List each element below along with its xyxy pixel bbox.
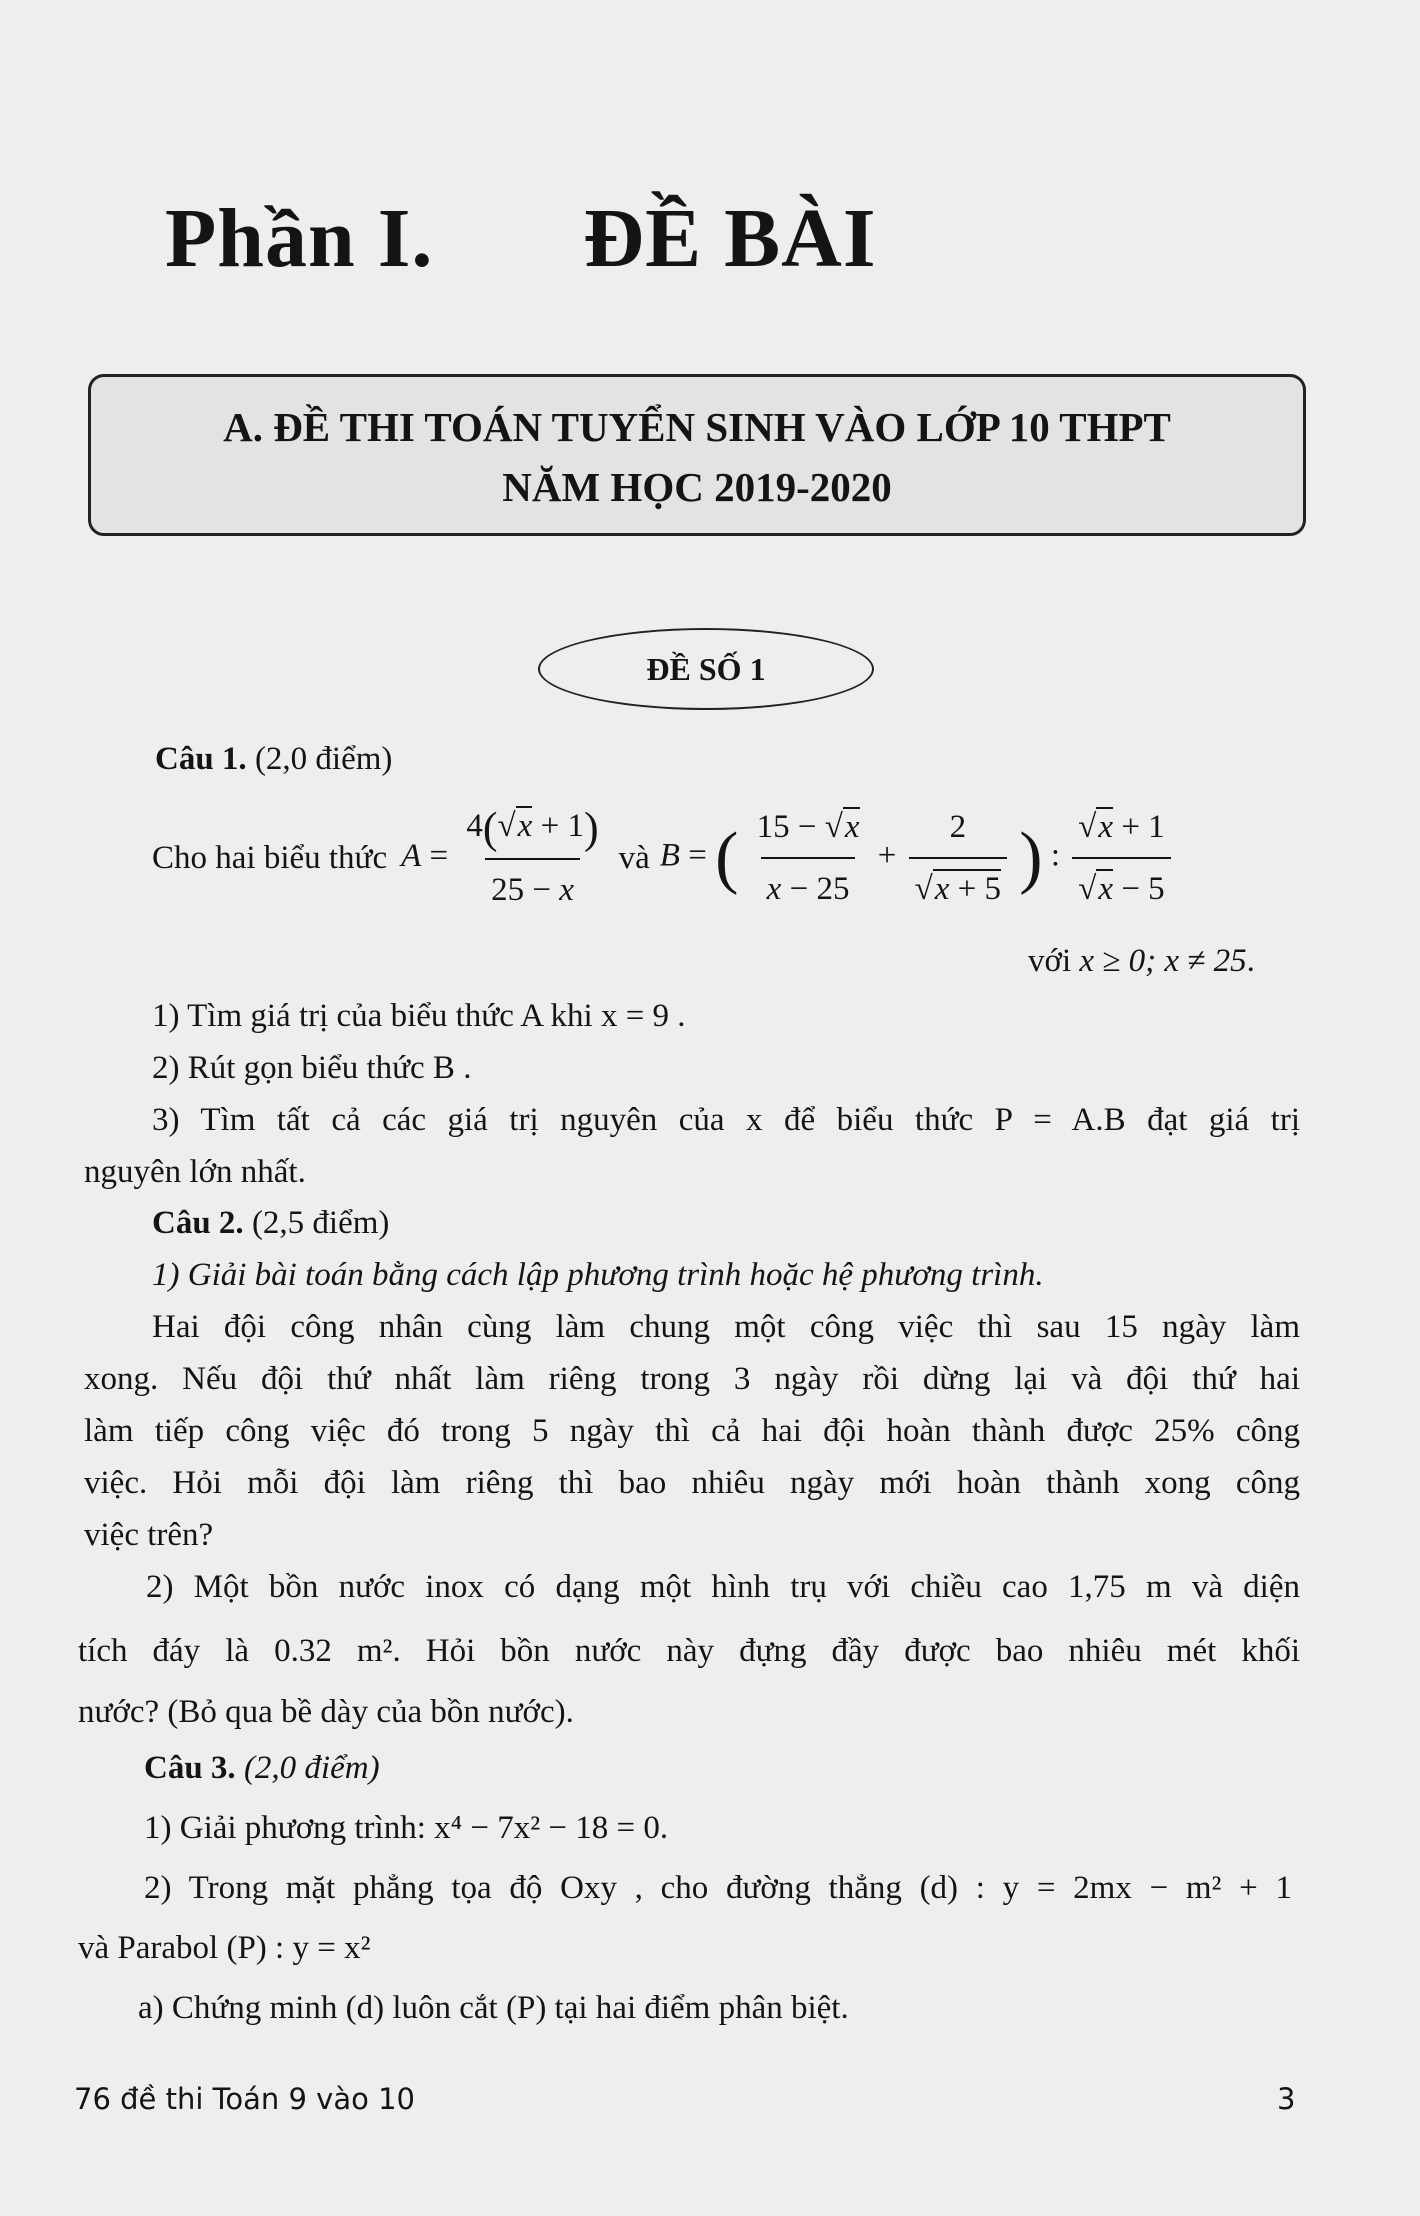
question-3-label: Câu 3. [144, 1750, 236, 1786]
part-title [165, 190, 877, 287]
question-1-expressions [152, 800, 1175, 916]
question-2-part-1-title: 1) Giải bài toán bằng cách lập phương trình hoặc hệ phương trình. [152, 1257, 1044, 1293]
question-1-label: Câu 1. [155, 741, 247, 777]
question-1-heading [155, 733, 392, 785]
question-1-part-1: 1) Tìm giá trị của biểu thức A khi x = 9 . [152, 998, 686, 1034]
problem-line3: làm tiếp công việc đó trong 5 ngày thì cả hai đội hoàn thành được 25% công [84, 1413, 1300, 1449]
condition-line: với x ≥ 0; x ≠ 25. [1028, 943, 1255, 979]
expression-and: và [618, 840, 650, 877]
question-1-points: (2,0 điểm) [254, 741, 393, 777]
question-2-label: Câu 2. [152, 1205, 244, 1241]
question-1-part-3-line2: nguyên lớn nhất. [84, 1154, 306, 1190]
question-3-part-2-line2: và Parabol (P) : y = x² [78, 1930, 371, 1966]
problem-line1: Hai đội công nhân cùng làm chung một công việc thì sau 15 ngày làm [152, 1309, 1300, 1345]
problem-line4: việc. Hỏi mỗi đội làm riêng thì bao nhiêu ngày mới hoàn thành xong công [84, 1465, 1300, 1501]
question-3-part-1: 1) Giải phương trình: x⁴ − 7x² − 18 = 0. [144, 1810, 669, 1846]
question-2-points: (2,5 điểm) [251, 1205, 390, 1241]
question-3-part-2-line1: 2) Trong mặt phẳng tọa độ Oxy , cho đường thẳng (d) : y = 2mx − m² + 1 [144, 1870, 1292, 1906]
section-title-line2: NĂM HỌC 2019-2020 [502, 464, 892, 510]
question-3-heading [144, 1742, 380, 1794]
question-3-points: (2,0 điểm) [243, 1750, 380, 1786]
condition-prefix: với [1028, 943, 1072, 979]
footer-page-number: 3 [1277, 2082, 1296, 2116]
question-2-part-2-line2: tích đáy là 0.32 m². Hỏi bồn nước này đựng đầy được bao nhiêu mét khối [78, 1633, 1300, 1669]
question-1-part-3-line1: 3) Tìm tất cả các giá trị nguyên của x để biểu thức P = A.B đạt giá trị [152, 1102, 1300, 1138]
exam-number-oval: ĐỀ SỐ 1 [538, 628, 874, 710]
question-3-part-a: a) Chứng minh (d) luôn cắt (P) tại hai điểm phân biệt. [138, 1990, 849, 2026]
question-2-part-2-line1: 2) Một bồn nước inox có dạng một hình trụ với chiều cao 1,75 m và diện [146, 1569, 1300, 1605]
section-title-line1: A. ĐỀ THI TOÁN TUYỂN SINH VÀO LỚP 10 THPT [223, 404, 1171, 450]
problem-line2: xong. Nếu đội thứ nhất làm riêng trong 3 ngày rồi dừng lại và đội thứ hai [84, 1361, 1300, 1397]
problem-line5: việc trên? [84, 1517, 214, 1553]
section-title-box [88, 374, 1306, 536]
expression-intro: Cho hai biểu thức [152, 840, 388, 877]
part-name: ĐỀ BÀI [583, 192, 877, 285]
condition-value: x ≥ 0; x ≠ 25 [1079, 943, 1247, 979]
formula-a: A = $\frac{4(√x + 1)}{25 - x}$ [401, 800, 609, 916]
footer-book-title: 76 đề thi Toán 9 vào 10 [74, 2082, 415, 2116]
formula-b: B = ( $\frac{15 - √x}{x - 25}$ + $\frac{2}{√x + 5}$ ) : $\frac{√x + 1}{√x - 5}$ [660, 801, 1175, 915]
question-2-part-2-line3: nước? (Bỏ qua bề dày của bồn nước). [78, 1694, 574, 1730]
part-label: Phần I. [165, 192, 434, 285]
question-1-part-2: 2) Rút gọn biểu thức B . [152, 1050, 472, 1086]
question-2-heading [152, 1197, 389, 1249]
